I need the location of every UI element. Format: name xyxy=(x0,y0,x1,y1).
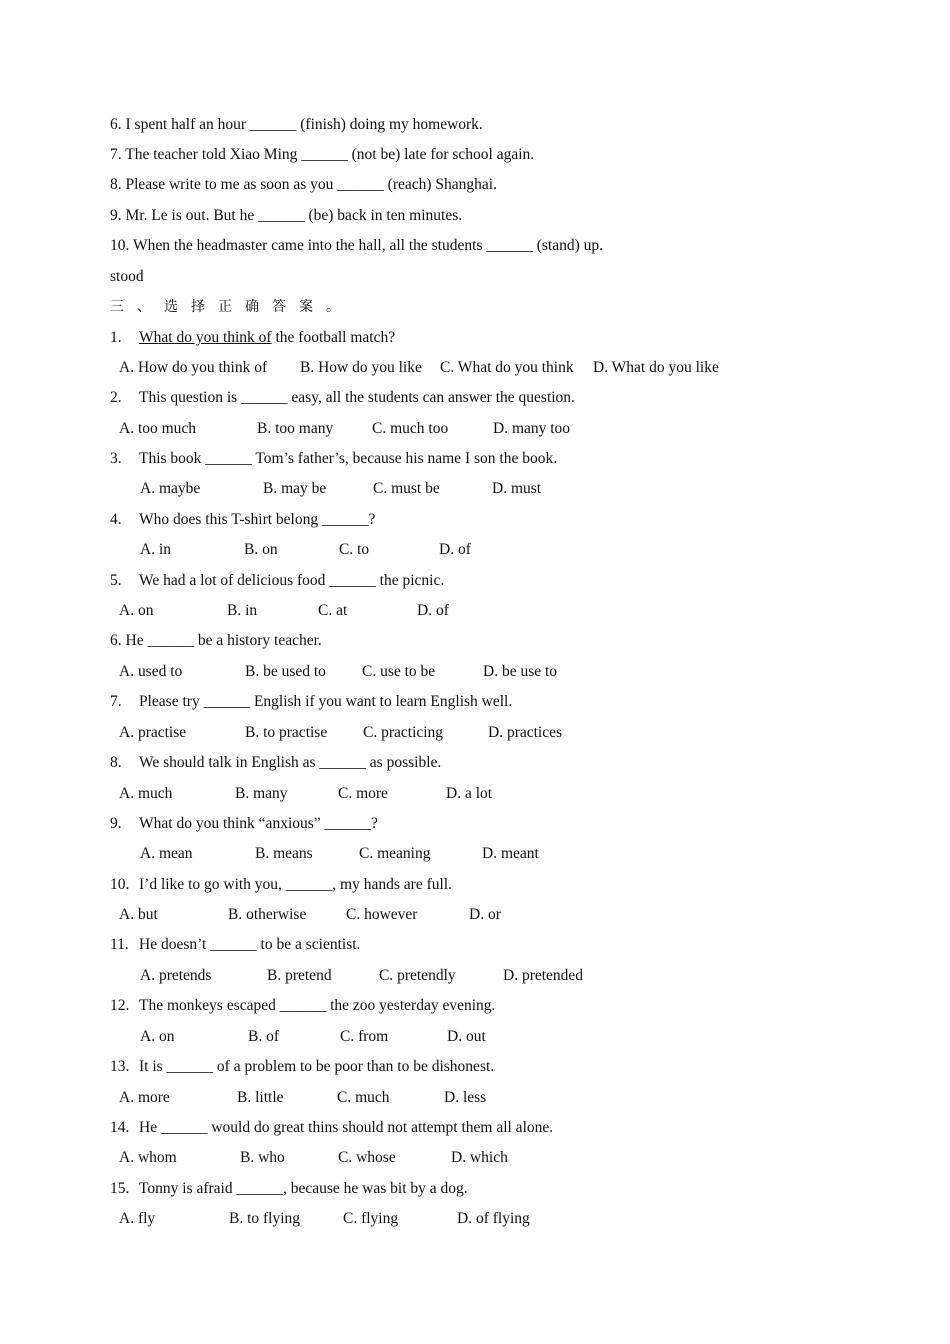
question-number: 12. xyxy=(110,997,130,1014)
fill-in-item xyxy=(110,206,462,226)
option-a: A. How do you think of xyxy=(119,359,268,376)
question-number: 10. xyxy=(110,876,130,893)
question-stem xyxy=(110,571,444,591)
stem-text: He ______ would do great thins should not attempt them all alone. xyxy=(139,1119,554,1136)
option-b: B. How do you like xyxy=(300,359,422,376)
option-c: C. use to be xyxy=(362,663,436,680)
item-number: 8. xyxy=(110,176,122,193)
stem-text: I’d like to go with you, ______, my hands are full. xyxy=(139,876,452,893)
option-a: A. used to xyxy=(119,663,183,680)
option-c: C. must be xyxy=(373,480,440,497)
question-stem xyxy=(110,631,322,651)
option-a: A. but xyxy=(119,906,158,923)
stem-text: This book ______ Tom’s father’s, because his name I son the book. xyxy=(139,450,558,467)
item-number: 7. xyxy=(110,146,122,163)
option-c: C. whose xyxy=(338,1149,396,1166)
question-stem xyxy=(110,1057,494,1077)
option-b: B. to practise xyxy=(245,724,328,741)
option-c: C. much too xyxy=(372,420,449,437)
question-number: 15. xyxy=(110,1180,130,1197)
question-stem xyxy=(110,692,512,712)
stem-text: He ______ be a history teacher. xyxy=(125,632,322,649)
fill-in-item xyxy=(110,115,483,135)
stem-text: The monkeys escaped ______ the zoo yesterday evening. xyxy=(139,997,496,1014)
stem-text: Please try ______ English if you want to learn English well. xyxy=(139,693,513,710)
option-a: A. on xyxy=(140,1028,175,1045)
stem-text: Tonny is afraid ______, because he was bit by a dog. xyxy=(139,1180,468,1197)
question-number: 11. xyxy=(110,936,129,953)
option-b: B. too many xyxy=(257,420,334,437)
option-a: A. much xyxy=(119,785,173,802)
stem-text: We had a lot of delicious food ______ the picnic. xyxy=(139,572,445,589)
option-c: C. much xyxy=(337,1089,390,1106)
stem-text: What do you think “anxious” ______? xyxy=(139,815,378,832)
option-c: C. meaning xyxy=(359,845,431,862)
option-a: A. maybe xyxy=(140,480,201,497)
option-a: A. pretends xyxy=(140,967,212,984)
option-b: B. may be xyxy=(263,480,327,497)
option-d: D. many too xyxy=(493,420,571,437)
option-c: C. What do you think xyxy=(440,359,574,376)
fill-in-item xyxy=(110,236,603,256)
option-c: C. however xyxy=(346,906,418,923)
option-b: B. otherwise xyxy=(228,906,307,923)
question-number: 6. xyxy=(110,632,122,649)
question-number: 13. xyxy=(110,1058,130,1075)
option-d: D. of xyxy=(417,602,449,619)
question-stem xyxy=(110,935,360,955)
option-b: B. pretend xyxy=(267,967,332,984)
question-stem xyxy=(110,1118,553,1138)
question-stem xyxy=(110,814,378,834)
stem-text: We should talk in English as ______ as possible. xyxy=(139,754,442,771)
question-number: 2. xyxy=(110,389,122,406)
option-c: C. to xyxy=(339,541,370,558)
question-stem xyxy=(110,1179,468,1199)
option-c: C. more xyxy=(338,785,388,802)
option-b: B. on xyxy=(244,541,278,558)
question-stem xyxy=(110,996,495,1016)
option-c: C. flying xyxy=(343,1210,399,1227)
option-a: A. fly xyxy=(119,1210,156,1227)
item-number: 9. xyxy=(110,207,122,224)
option-d: D. What do you like xyxy=(593,359,719,376)
item-text: Mr. Le is out. But he ______ (be) back in ten minutes. xyxy=(125,207,463,224)
question-number: 3. xyxy=(110,450,122,467)
question-stem xyxy=(110,388,575,408)
item-text: Please write to me as soon as you ______ (reach) Shanghai. xyxy=(125,176,497,193)
question-number: 5. xyxy=(110,572,122,589)
item-number: 6. xyxy=(110,116,122,133)
fill-in-item xyxy=(110,175,497,195)
option-a: A. in xyxy=(140,541,171,558)
question-stem xyxy=(110,328,395,348)
option-b: B. be used to xyxy=(245,663,326,680)
question-number: 1. xyxy=(110,329,122,346)
question-number: 7. xyxy=(110,693,122,710)
option-d: D. pretended xyxy=(503,967,584,984)
option-b: B. means xyxy=(255,845,313,862)
item-text: The teacher told Xiao Ming ______ (not be) late for school again. xyxy=(125,146,535,163)
option-c: C. pretendly xyxy=(379,967,456,984)
item-text: When the headmaster came into the hall, all the students ______ (stand) up. xyxy=(132,237,604,254)
option-d: D. out xyxy=(447,1028,486,1045)
option-d: D. practices xyxy=(488,724,563,741)
option-b: B. many xyxy=(235,785,288,802)
question-number: 14. xyxy=(110,1119,130,1136)
stem-text: the football match? xyxy=(271,329,396,346)
option-b: B. of xyxy=(248,1028,279,1045)
option-b: B. little xyxy=(237,1089,284,1106)
option-a: A. mean xyxy=(140,845,193,862)
stem-text: This question is ______ easy, all the students can answer the question. xyxy=(139,389,575,406)
option-d: D. a lot xyxy=(446,785,493,802)
option-a: A. more xyxy=(119,1089,170,1106)
underlined-phrase: What do you think of xyxy=(139,329,272,346)
question-stem xyxy=(110,753,441,773)
option-d: D. or xyxy=(469,906,501,923)
question-stem xyxy=(110,875,452,895)
item-text: I spent half an hour ______ (finish) doing my homework. xyxy=(125,116,483,133)
question-stem xyxy=(110,449,557,469)
option-d: D. which xyxy=(451,1149,508,1166)
answer-note: stood xyxy=(110,268,144,285)
option-a: A. on xyxy=(119,602,154,619)
option-a: A. too much xyxy=(119,420,197,437)
question-number: 4. xyxy=(110,511,122,528)
question-number: 8. xyxy=(110,754,122,771)
option-c: C. from xyxy=(340,1028,389,1045)
stem-text: He doesn’t ______ to be a scientist. xyxy=(139,936,361,953)
option-a: A. practise xyxy=(119,724,187,741)
stem-text: It is ______ of a problem to be poor than to be dishonest. xyxy=(139,1058,495,1075)
option-b: B. in xyxy=(227,602,258,619)
fill-in-item xyxy=(110,145,534,165)
stem-text: Who does this T-shirt belong ______? xyxy=(139,511,376,528)
option-d: D. less xyxy=(444,1089,487,1106)
option-b: B. to flying xyxy=(229,1210,301,1227)
option-d: D. be use to xyxy=(483,663,558,680)
option-c: C. at xyxy=(318,602,348,619)
option-c: C. practicing xyxy=(363,724,444,741)
option-d: D. must xyxy=(492,480,542,497)
question-stem xyxy=(110,510,375,530)
option-b: B. who xyxy=(240,1149,285,1166)
section-heading: 三、选择正确答案。 xyxy=(110,299,353,315)
option-d: D. of flying xyxy=(457,1210,530,1227)
item-number: 10. xyxy=(110,237,130,254)
option-d: D. meant xyxy=(482,845,539,862)
question-number: 9. xyxy=(110,815,122,832)
option-a: A. whom xyxy=(119,1149,177,1166)
option-d: D. of xyxy=(439,541,471,558)
